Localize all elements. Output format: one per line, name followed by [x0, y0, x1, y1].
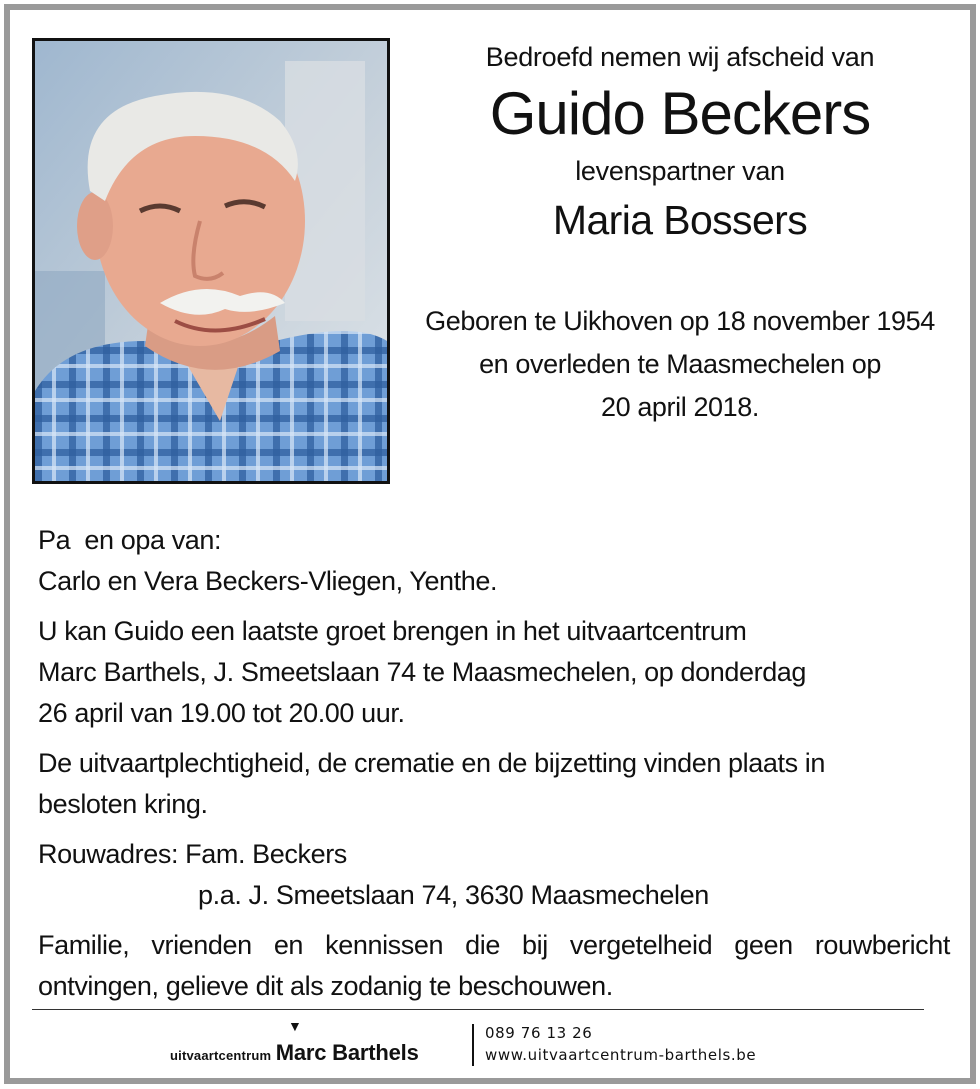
portrait-photo [32, 38, 390, 484]
partner-label: levenspartner van [575, 156, 785, 186]
arrow-down-icon: ▼ [288, 1018, 302, 1034]
intro-line: Bedroefd nemen wij afscheid van [485, 42, 875, 72]
brand-prefix: uitvaartcentrum [170, 1048, 272, 1063]
contact-info [485, 1022, 756, 1066]
obituary-card [4, 4, 976, 1084]
ceremony-line: besloten kring. [38, 789, 208, 819]
funeral-home-logo [170, 1040, 419, 1066]
visit-line: U kan Guido een laatste groet brengen in het uitvaartcentrum [38, 616, 747, 646]
footer-separator [472, 1024, 474, 1066]
life-line: Geboren te Uikhoven op 18 november 1954 [425, 306, 935, 336]
closing-paragraph [38, 925, 950, 1007]
closing-line: Familie, vrienden en kennissen die bij vergetelheid geen rouwbericht [38, 930, 950, 960]
family-names: Carlo en Vera Beckers-Vliegen, Yenthe. [38, 566, 498, 596]
life-line: 20 april 2018. [600, 392, 760, 422]
ceremony-paragraph [38, 743, 950, 825]
address-line: p.a. J. Smeetslaan 74, 3630 Maasmechelen [198, 880, 709, 910]
website-link[interactable]: www.uitvaartcentrum-barthels.be [485, 1046, 757, 1064]
visit-paragraph [38, 611, 950, 734]
closing-line: ontvingen, gelieve dit als zodanig te beschouwen. [38, 971, 613, 1001]
family-paragraph [38, 520, 950, 602]
deceased-name: Guido Beckers [489, 80, 871, 147]
footer-divider [32, 1009, 924, 1010]
visit-line: 26 april van 19.00 tot 20.00 uur. [38, 698, 405, 728]
family-label: Pa en opa van: [38, 525, 222, 555]
notice-body [38, 520, 950, 1016]
notice-header [400, 36, 960, 429]
partner-name: Maria Bossers [552, 197, 808, 243]
life-dates [400, 300, 960, 429]
address-paragraph [38, 834, 950, 916]
address-label: Rouwadres: Fam. Beckers [38, 839, 347, 869]
visit-line: Marc Barthels, J. Smeetslaan 74 te Maasmechelen, op donderdag [38, 657, 807, 687]
phone-number: 089 76 13 26 [485, 1024, 593, 1042]
ceremony-line: De uitvaartplechtigheid, de crematie en de bijzetting vinden plaats in [38, 748, 825, 778]
life-line: en overleden te Maasmechelen op [479, 349, 881, 379]
brand-name: Marc Barthels [275, 1040, 419, 1065]
portrait-illustration [35, 41, 387, 481]
